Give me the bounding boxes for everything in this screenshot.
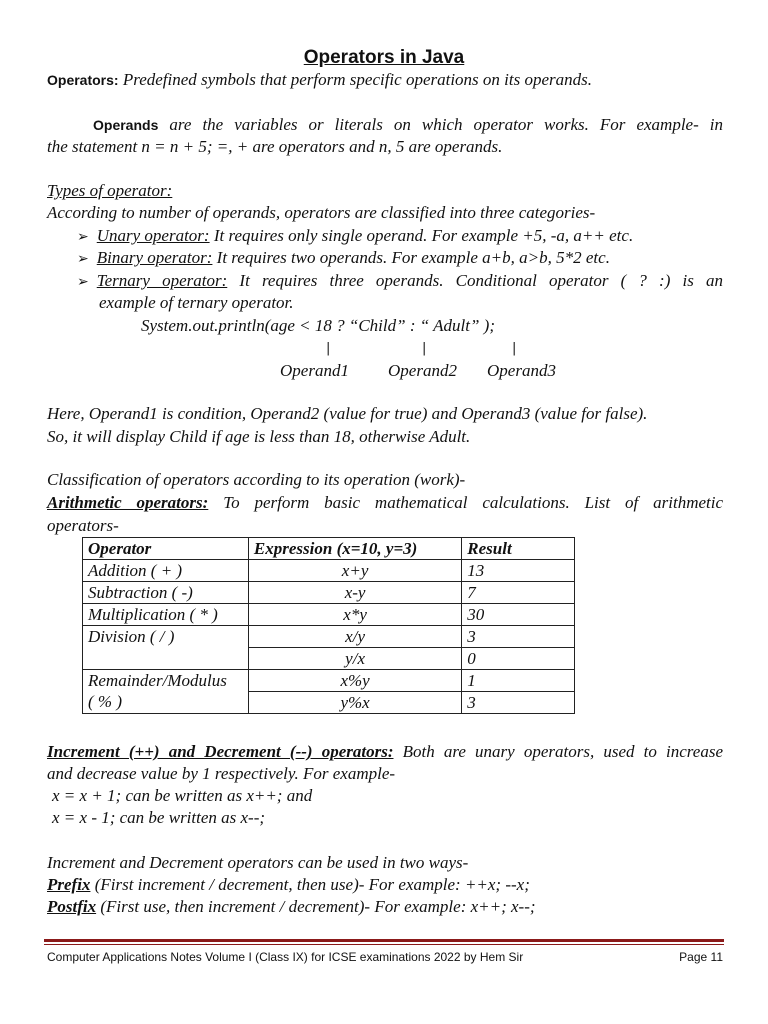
page-number: Page 11 (679, 950, 723, 964)
cell-operator: Remainder/Modulus (83, 670, 249, 692)
cell-result: 30 (462, 604, 575, 626)
table-row (83, 692, 575, 714)
operand3-pointer: | (512, 341, 517, 356)
ternary-label: Ternary operator: (96, 271, 228, 290)
arrow-bullet-icon: ➢ (77, 274, 89, 290)
prefix-line (47, 875, 530, 895)
cell-operator: Subtraction ( -) (83, 582, 249, 604)
operand2-label: Operand2 (388, 361, 457, 380)
table-header-row (83, 538, 575, 560)
ternary-item (77, 271, 723, 291)
postfix-text: (First use, then increment / decrement)- For example: x++; x--; (100, 897, 536, 916)
cell-expression: x*y (248, 604, 461, 626)
page-title: Operators in Java (303, 47, 465, 68)
operators-label: Operators: (47, 72, 119, 88)
incdec-text: Both are unary operators, used to increase (402, 742, 724, 761)
operand2-pointer: | (422, 341, 427, 356)
table-row (83, 582, 575, 604)
cell-operator: Addition ( + ) (83, 560, 249, 582)
classification-line: Classification of operators according to its operation (work)- (47, 470, 466, 489)
operand1-pointer: | (326, 341, 331, 356)
footer-rule-thick (44, 939, 724, 942)
incdec-example-1: x = x + 1; can be written as x++; and (52, 786, 313, 805)
arith-label: Arithmetic operators: (47, 493, 209, 512)
binary-label: Binary operator: (96, 248, 213, 267)
table-row (83, 648, 575, 670)
operands-label: Operands (93, 117, 159, 133)
incdec-label: Increment (++) and Decrement (--) operators: (47, 742, 394, 761)
cell-result: 13 (462, 560, 575, 582)
prefix-text: (First increment / decrement, then use)- For example: ++x; --x; (94, 875, 530, 894)
operand3-label: Operand3 (487, 361, 556, 380)
binary-text: It requires two operands. For example a+b, a>b, 5*2 etc. (216, 248, 610, 267)
cell-expression: x%y (248, 670, 461, 692)
cell-expression: x+y (248, 560, 461, 582)
incdec-example-2: x = x - 1; can be written as x--; (52, 808, 266, 827)
prefix-label: Prefix (47, 875, 91, 894)
table-row (83, 604, 575, 626)
header-result: Result (462, 538, 575, 560)
arrow-bullet-icon: ➢ (77, 251, 89, 267)
cell-operator: Multiplication ( * ) (83, 604, 249, 626)
header-operator: Operator (83, 538, 249, 560)
table-row (83, 626, 575, 648)
arith-line-2: operators- (47, 516, 119, 535)
explain-line-2: So, it will display Child if age is less than 18, otherwise Adult. (47, 427, 471, 446)
arith-text: To perform basic mathematical calculations. List of arithmetic (223, 493, 724, 512)
arrow-bullet-icon: ➢ (77, 229, 89, 245)
incdec-line-1 (47, 742, 723, 762)
cell-operator (83, 648, 249, 670)
postfix-label: Postfix (47, 897, 97, 916)
arithmetic-operators-table (82, 537, 575, 714)
binary-item (77, 248, 610, 268)
cell-expression: y%x (248, 692, 461, 714)
cell-operator: Division ( / ) (83, 626, 249, 648)
operands-line-2: the statement n = n + 5; =, + are operators and n, 5 are operands. (47, 137, 503, 156)
footer-title: Computer Applications Notes Volume I (Class IX) for ICSE examinations 2022 by Hem Sir (47, 950, 524, 964)
cell-expression: y/x (248, 648, 461, 670)
operands-definition: are the variables or literals on which operator works. For example- in (169, 115, 723, 134)
types-subtext: According to number of operands, operators are classified into three categories- (47, 203, 596, 222)
cell-result: 1 (462, 670, 575, 692)
operators-definition: Predefined symbols that perform specific operations on its operands. (122, 70, 593, 89)
ternary-code: System.out.println(age < 18 ? “Child” : “ Adult” ); (141, 316, 496, 335)
page-footer (47, 950, 723, 964)
operand1-label: Operand1 (280, 361, 349, 380)
cell-result: 3 (462, 626, 575, 648)
ternary-text: It requires three operands. Conditional operator ( ? :) is an (239, 271, 724, 290)
table-row (83, 670, 575, 692)
postfix-line (47, 897, 536, 917)
incdec-line-2: and decrease value by 1 respectively. For example- (47, 764, 396, 783)
cell-result: 3 (462, 692, 575, 714)
unary-label: Unary operator: (96, 226, 210, 245)
cell-result: 0 (462, 648, 575, 670)
types-heading: Types of operator: (47, 181, 173, 200)
ternary-text-2: example of ternary operator. (99, 293, 294, 312)
intro-line (47, 70, 592, 90)
header-expression: Expression (x=10, y=3) (248, 538, 461, 560)
cell-expression: x-y (248, 582, 461, 604)
footer-rule-thin (44, 944, 724, 945)
cell-operator: ( % ) (83, 692, 249, 714)
arith-line-1 (47, 493, 723, 513)
unary-text: It requires only single operand. For example +5, -a, a++ etc. (213, 226, 634, 245)
operands-line-1 (47, 115, 723, 135)
incdec-ways: Increment and Decrement operators can be used in two ways- (47, 853, 469, 872)
cell-expression: x/y (248, 626, 461, 648)
unary-item (77, 226, 633, 246)
cell-result: 7 (462, 582, 575, 604)
explain-line-1: Here, Operand1 is condition, Operand2 (value for true) and Operand3 (value for false). (47, 404, 648, 423)
table-row (83, 560, 575, 582)
